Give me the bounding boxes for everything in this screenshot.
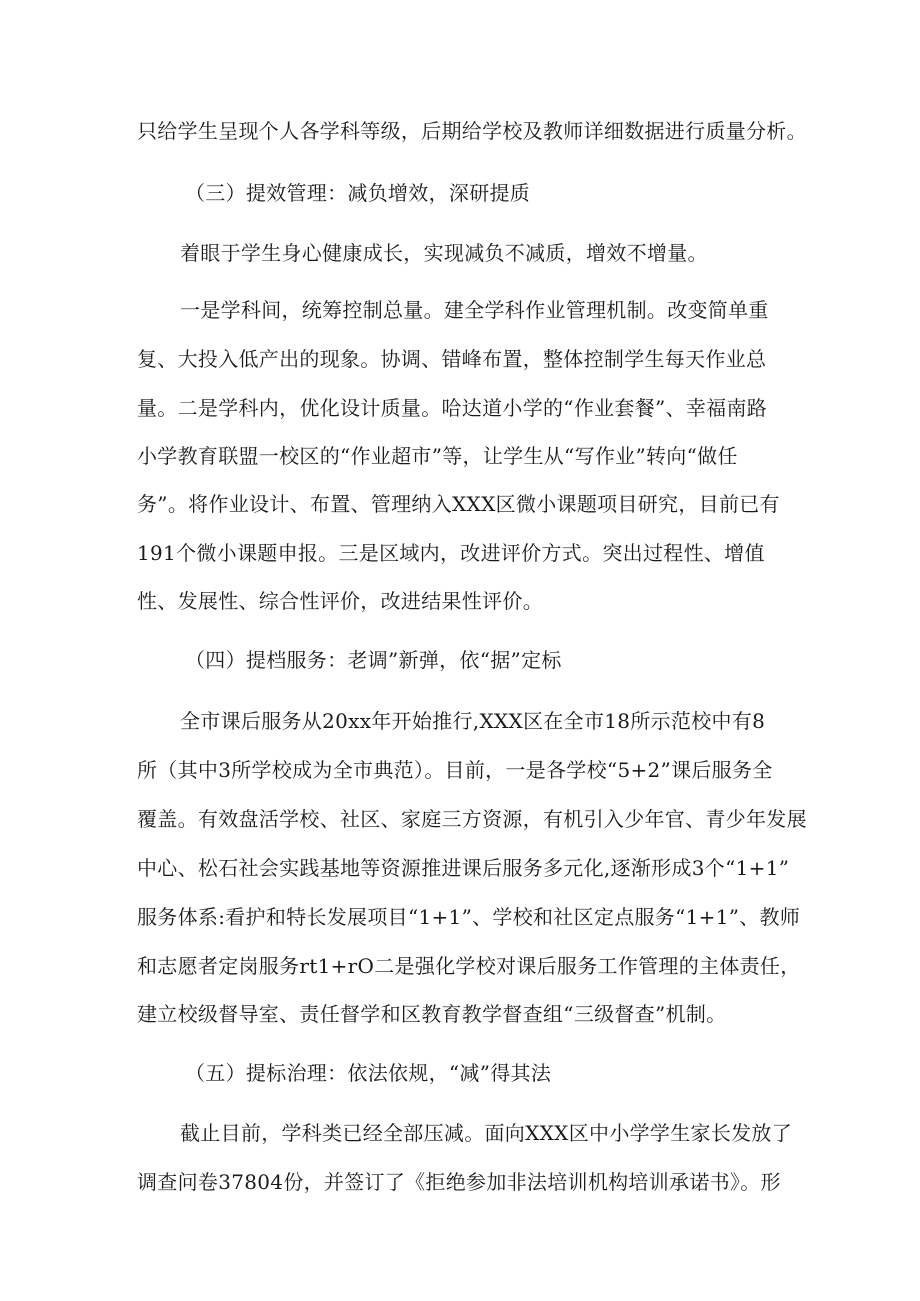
paragraph-line: 全市课后服务从20xx年开始推行,XXX区在全市18所示范校中有8	[180, 709, 766, 733]
paragraph-line: 服务体系:看护和特长发展项目“1+1”、学校和社区定点服务“1+1”、教师	[137, 905, 801, 929]
section-heading: （三）提效管理：减负增效，深研提质	[185, 181, 531, 205]
paragraph-line: 性、发展性、综合性评价，改进结果性评价。	[137, 589, 543, 613]
section-heading: （五）提标治理：依法依规，“减”得其法	[185, 1061, 552, 1085]
paragraph-line: 覆盖。有效盘活学校、社区、家庭三方资源，有机引入少年官、青少年发展	[137, 807, 807, 831]
paragraph-line: 所（其中3所学校成为全市典范）。目前，一是各学校“5+2”课后服务全	[137, 758, 773, 782]
paragraph-line: 调查问卷37804份，并签订了《拒绝参加非法培训机构培训承诺书》。形	[137, 1170, 781, 1194]
paragraph-line: 一是学科间，统筹控制总量。建全学科作业管理机制。改变简单重	[180, 298, 769, 322]
paragraph-line: 和志愿者定岗服务rt1+rO二是强化学校对课后服务工作管理的主体责任，	[137, 954, 801, 978]
paragraph-line: 中心、松石社会实践基地等资源推进课后服务多元化,逐渐形成3个“1+1”	[137, 856, 790, 880]
paragraph-line: 务”。将作业设计、布置、管理纳入XXX区微小课题项目研究，目前已有	[137, 492, 780, 516]
paragraph-line: 量。二是学科内，优化设计质量。哈达道小学的“作业套餐”、幸福南路	[137, 396, 768, 420]
paragraph-line: 截止目前，学科类已经全部压减。面向XXX区中小学学生家长发放了	[180, 1121, 793, 1145]
paragraph-line: 复、大投入低产出的现象。协调、错峰布置，整体控制学生每天作业总	[137, 347, 767, 371]
paragraph-line: 只给学生呈现个人各学科等级，后期给学校及教师详细数据进行质量分析。	[137, 119, 807, 143]
section-heading: （四）提档服务：老调”新弹，依“据”定标	[185, 648, 562, 672]
paragraph-line: 建立校级督导室、责任督学和区教育教学督查组“三级督查”机制。	[137, 1002, 727, 1026]
paragraph-line: 着眼于学生身心健康成长，实现减负不减质，增效不增量。	[180, 241, 708, 265]
paragraph-line: 191个微小课题申报。三是区域内，改进评价方式。突出过程性、增值	[137, 541, 765, 565]
paragraph-line: 小学教育联盟一校区的“作业超市”等，让学生从“写作业”转向“做任	[137, 444, 738, 468]
